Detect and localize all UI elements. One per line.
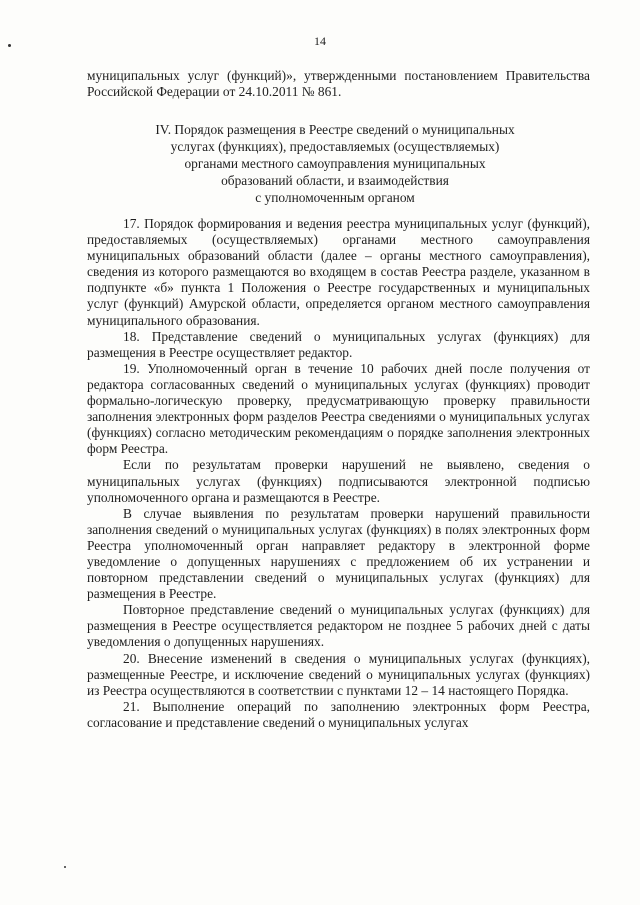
body-text	[87, 216, 590, 731]
section-heading-line: услугах (функциях), предоставляемых (осуществляемых)	[170, 138, 500, 154]
page-number: 14	[314, 34, 326, 48]
section-heading-line: органами местного самоуправления муниципальных	[184, 155, 486, 171]
paragraph-19-no-violations: Если по результатам проверки нарушений не выявлено, сведения о муниципальных услугах (функциях) подписываются электронной подписью уполномоченного органа и размещаются в Реестре.	[87, 457, 590, 505]
section-heading-line: IV. Порядок размещения в Реестре сведений о муниципальных	[155, 122, 515, 137]
paragraph-18: 18. Представление сведений о муниципальных услугах (функциях) для размещения в Реестре осуществляет редактор.	[87, 328, 590, 360]
section-heading-line: с уполномоченным органом	[255, 189, 415, 205]
section-heading-line: образований области, и взаимодействия	[221, 172, 449, 188]
scan-speck	[64, 866, 66, 868]
paragraph-19-repeat: Повторное представление сведений о муниципальных услугах (функциях) для размещения в Реестре осуществляется редактором не позднее 5 рабочих дней с даты уведомления о допущенных нарушениях.	[87, 602, 590, 650]
intro-paragraph: муниципальных услуг (функций)», утвержденными постановлением Правительства Российской Федерации от 24.10.2011 № 861.	[87, 68, 590, 100]
intro-block	[87, 68, 590, 100]
section-heading	[100, 122, 570, 207]
paragraph-20: 20. Внесение изменений в сведения о муниципальных услугах (функциях), размещенные Реестре, и исключение сведений о муниципальных услугах (функциях) из Реестра осуществляются в соответствии с пунктами 12 – 14 настоящего Порядка.	[87, 650, 590, 698]
paragraph-19: 19. Уполномоченный орган в течение 10 рабочих дней после получения от редактора согласованных сведений о муниципальных услугах (функциях) проводит формально-логическую проверку, предусматривающую проверку правильности заполнения электронных форм разделов Реестра сведениями о муниципальных услугах (функциях) согласно методическим рекомендациям о порядке заполнения электронных форм Реестра.	[87, 360, 590, 457]
paragraph-17: 17. Порядок формирования и ведения реестра муниципальных услуг (функций), предоставляемых (осуществляемых) органами местного самоуправления муниципальных образований области (далее – органы местного самоуправления), сведения из которого размещаются во входящем в состав Реестра разделе, указанном в подпункте «б» пункта 1 Положения о Реестре государственных и муниципальных услуг (функций) Амурской области, определяется органом местного самоуправления муниципального образования.	[87, 216, 590, 328]
paragraph-21: 21. Выполнение операций по заполнению электронных форм Реестра, согласование и представление сведений о муниципальных услугах	[87, 698, 590, 730]
paragraph-19-violations: В случае выявления по результатам проверки нарушений правильности заполнения сведений о муниципальных услугах (функциях) в полях электронных форм Реестра уполномоченный орган направляет редактору в электронной форме уведомление о допущенных нарушениях с предложением об их устранении и повторном представлении сведений о муниципальных услугах (функциях) для размещения в Реестре.	[87, 505, 590, 602]
